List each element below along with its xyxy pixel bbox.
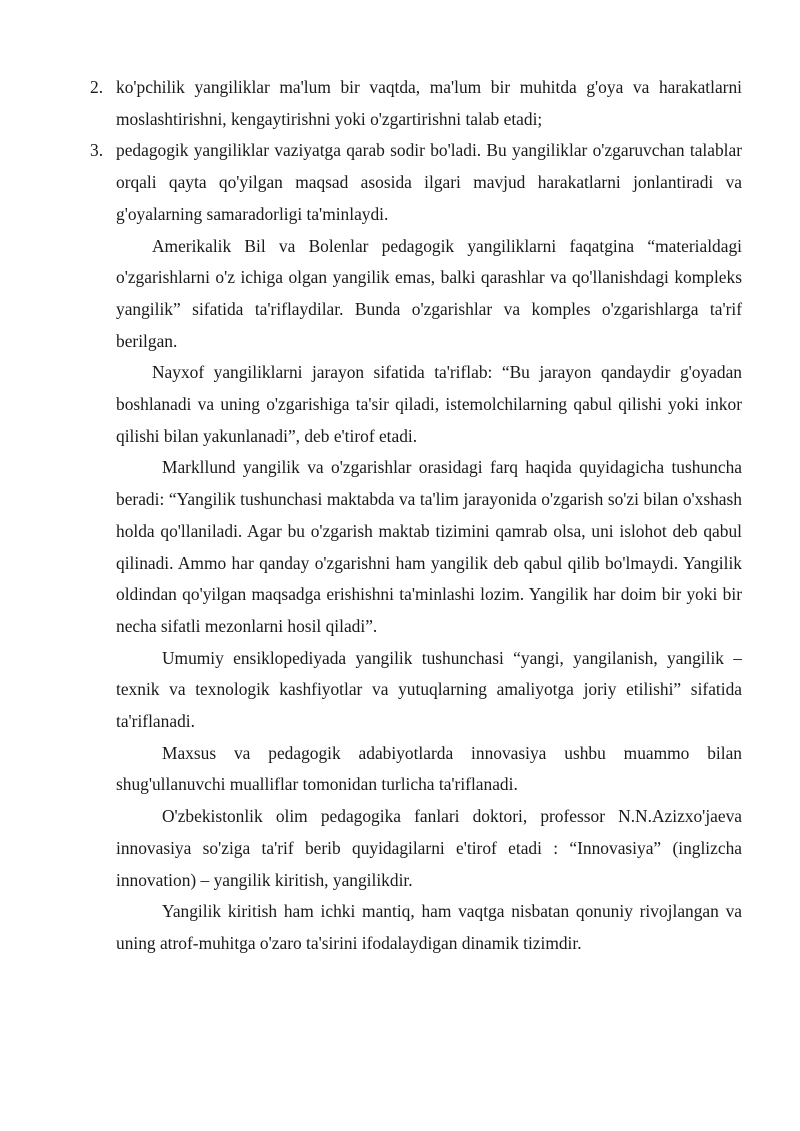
paragraph-markllund: Markllund yangilik va o'zgarishlar orasidagi farq haqida quyidagicha tushuncha beradi: “Yangilik tushunchasi maktabda va ta'lim jarayonida o'zgarish so'zi bilan o'xshash holda qo'llaniladi. Agar bu o'zgarish maktab tizimini qamrab olsa, uni islohot deb qabul qilinadi. Ammo har qanday o'zgarishni ham yangilik deb qabul qilib bo'lmaydi. Yangilik oldindan qo'yilgan maqsadga erishishni ta'minlashi lozim. Yangilik har doim bir yoki bir necha sifatli mezonlarni hosil qiladi”. [116,457,742,636]
list-item [90,135,742,230]
list-number: 2. [90,77,104,97]
paragraph-special-literature: Maxsus va pedagogik adabiyotlarda innovasiya ushbu muammo bilan shug'ullanuvchi mualliflar tomonidan turlicha ta'riflanadi. [116,742,742,795]
paragraph-nayxof: Nayxof yangiliklarni jarayon sifatida ta'riflab: “Bu jarayon qandaydir g'oyadan boshlanadi va uning o'zgarishiga ta'sir qiladi, istemolchilarning qabul qilishi yoki inkor qilishi bilan yakunlanadi”, deb e'tirof etadi. [116,362,742,446]
list-item-text: pedagogik yangiliklar vaziyatga qarab sodir bo'ladi. Bu yangiliklar o'zgaruvchan talablar orqali qayta qo'yilgan maqsad asosida ilgari mavjud harakatlarni jonlantiradi va g'oyalarning samaradorligi ta'minlaydi. [116,140,742,224]
page-body [90,72,742,960]
paragraph-azizxojaeva: O'zbekistonlik olim pedagogika fanlari doktori, professor N.N.Azizxo'jaeva innovasiya so'ziga ta'rif berib quyidagilarni e'tirof etadi : “Innovasiya” (inglizcha innovation) – yangilik kiritish, yangilikdir. [116,806,742,890]
list-item-text: ko'pchilik yangiliklar ma'lum bir vaqtda, ma'lum bir muhitda g'oya va harakatlarni moslashtirishni, kengaytirishni yoki o'zgartirishni talab etadi; [116,77,742,129]
list-number: 3. [90,140,104,161]
paragraph-bil-bolenlar: Amerikalik Bil va Bolenlar pedagogik yangiliklarni faqatgina “materialdagi o'zgarishlarni o'z ichiga olgan yangilik emas, balki qarashlar va qo'llanishdagi kompleks yangilik” sifatida ta'riflaydilar. Bunda o'zgarishlar va komples o'zgarishlarga ta'rif berilgan. [116,235,742,351]
paragraph-dynamic-system: Yangilik kiritish ham ichki mantiq, ham vaqtga nisbatan qonuniy rivojlangan va uning atrof-muhitga o'zaro ta'sirini ifodalaydigan dinamik tizimdir. [116,901,742,953]
list-item [90,72,742,135]
paragraph-encyclopedia: Umumiy ensiklopediyada yangilik tushunchasi “yangi, yangilanish, yangilik – texnik va texnologik kashfiyotlar va yutuqlarning amaliyotga joriy etilishi” sifatida ta'riflanadi. [116,647,742,732]
